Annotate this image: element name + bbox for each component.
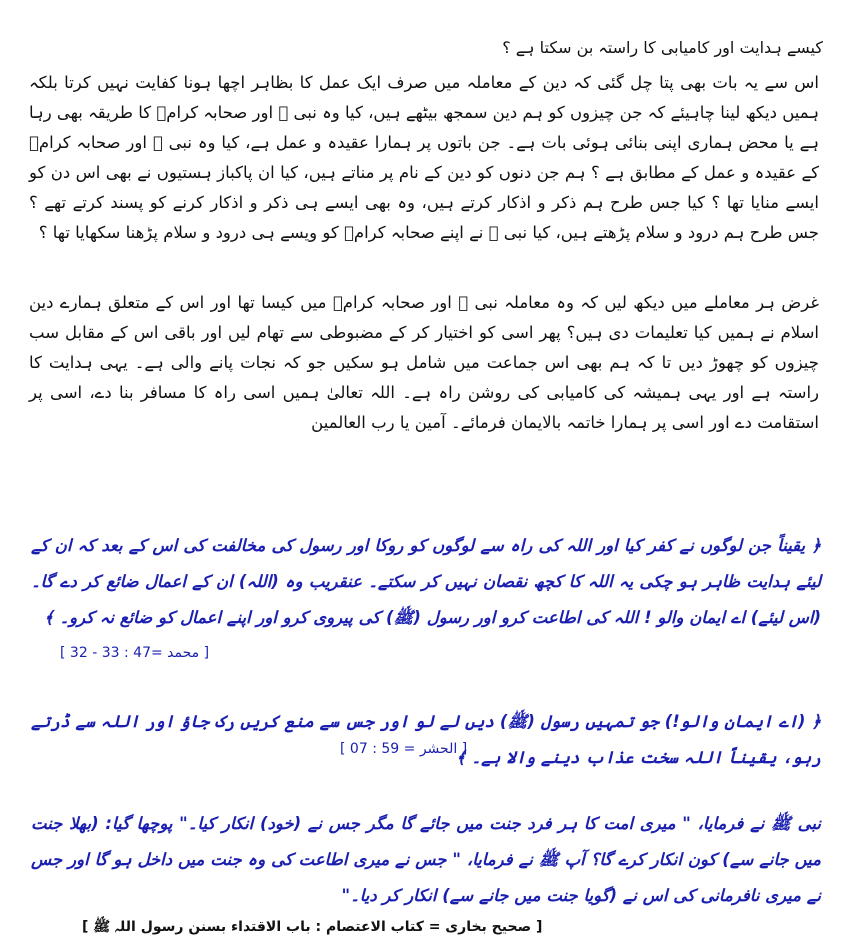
body-paragraph-2: غرض ہر معاملے میں دیکھ لیں کہ وہ معاملہ نبی ﷺ اور صحابہ کرامؓ میں کیسا تھا اور اس کے متعلق ہمارے دین اسلام نے ہمیں کیا تعلیمات دی ہیں؟ پھر اسی کو اختیار کر کے مضبوطی سے تھام لیں اور باقی اس کے مقابل سب چیزوں کو چھوڑ دیں تا کہ ہم بھی اس جماعت میں شامل ہو سکیں جو کہ نجات پانے والی ہے۔ یہی ہدایت کا راستہ ہے اور یہی ہمیشہ کی کامیابی کی روشن راہ ہے۔ اللہ تعالیٰ ہمیں اسی راہ کا مسافر بنا دے، اسی پر استقامت دے اور اسی پر ہمارا خاتمہ بالایمان فرمائے۔ آمین یا رب العالمین [29, 293, 819, 432]
body-paragraph-1: اس سے یہ بات بھی پتا چل گئی کہ دین کے معاملہ میں صرف ایک عمل کا بظاہر اچھا ہونا کفایت نہیں کرتا بلکہ ہمیں دیکھ لینا چاہیئے کہ جن چیزوں کو ہم دین سمجھ بیٹھے ہیں، کیا وہ نبی ﷺ اور صحابہ کرامؓ کا طریقہ بھی رہا ہے یا محض ہماری اپنی بنائی ہوئی بات ہے۔ جن باتوں پر ہمارا عقیدہ و عمل ہے، کیا وہ نبی ﷺ اور صحابہ کرامؓ کے عقیدہ و عمل کے مطابق ہے ؟ ہم جن دنوں کو دین کے نام پر مناتے ہیں، کیا ان پاکباز ہستیوں نے بھی اس دن کو ایسے منایا تھا ؟ کیا جس طرح ہم ذکر و اذکار کرتے ہیں، وہ بھی ایسے ہی ذکر و اذکار کرنے کو پسند کرتے تھے ؟ جس طرح ہم درود و سلام پڑھتے ہیں، کیا نبی ﷺ نے اپنے صحابہ کرامؓ کو ویسے ہی درود و سلام پڑھنا سکھایا تھا ؟ [29, 73, 819, 242]
quran-quote-2: ﴿ (اے ایمان والو!) جو تمہیں رسول (ﷺ) دیں لے لو اور جس سے منع کریں رک جاؤ اور اللہ سے ڈرتے رہو، یقیناً اللہ سخت عذاب دینے والا ہے۔ ﴾ [31, 712, 821, 767]
reference-1: [ محمد =47 : 33 - 32 ] [60, 645, 210, 661]
quran-quote-1: ﴿ یقیناً جن لوگوں نے کفر کیا اور اللہ کی راہ سے لوگوں کو روکا اور رسول کی مخالفت کی اس کے بعد کہ ان کے لیئے ہدایت ظاہر ہو چکی یہ اللہ کا کچھ نقصان نہیں کر سکتے۔ عنقریب وہ (اللہ) ان کے اعمال ضائع کر دے گا۔ (اس لیئے) اے ایمان والو ! اللہ کی اطاعت کرو اور رسول (ﷺ) کی پیروی کرو اور اپنے اعمال کو ضائع نہ کرو۔ ﴾ [31, 536, 821, 627]
reference-3: [ صحیح بخاری = کتاب الاعتصام : باب الاقتداء بسنن رسول اللہ ﷺ ] [82, 919, 543, 935]
hadith-quote: نبی ﷺ نے فرمایا، " میری امت کا ہر فرد جنت میں جائے گا مگر جس نے (خود) انکار کیا۔" پوچھا گیا: (بھلا جنت میں جانے سے) کون انکار کرے گا؟ آپ ﷺ نے فرمایا، " جس نے میری اطاعت کی وہ جنت میں داخل ہو گا اور جس نے میری نافرمانی کی اس نے (گویا جنت میں جانے سے) انکار کر دیا۔" [31, 814, 821, 905]
section-heading: کیسے ہدایت اور کامیابی کا راستہ بن سکتا ہے ؟ [502, 38, 823, 57]
reference-2: [ الحشر = 59 : 07 ] [340, 741, 468, 757]
